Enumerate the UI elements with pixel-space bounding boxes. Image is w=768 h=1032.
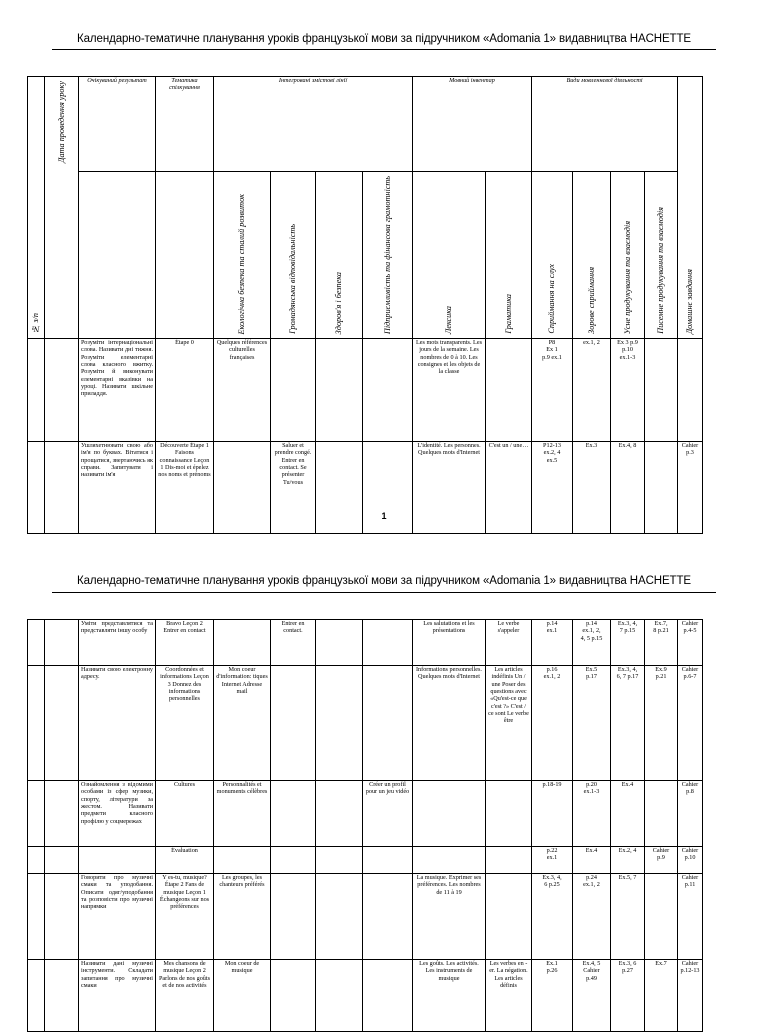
col-result: Очікуваний результат (79, 77, 156, 172)
cell-ecology: Mon coeur d'information: tiques Internet Adresse mail (214, 666, 271, 781)
table-row (28, 960, 703, 1032)
cell-health (316, 781, 363, 847)
cell-num (28, 339, 45, 442)
cell-speaking: Ex.3, 4, 6, 7 p.17 (611, 666, 645, 781)
cell-num (28, 620, 45, 666)
cell-reading: p.20 ex.1-3 (573, 781, 611, 847)
cell-writing: Cahier p.9 (645, 847, 678, 874)
cell-result (79, 847, 156, 874)
cell-listening: Ex.1 p.26 (532, 960, 573, 1032)
cell-result: Розуміти інтернаціональні слова. Називати дні тижня. Розуміти елементарні слова класного вжитку. Розуміти й виконувати елементарні вказівки на уроці. Називати шкільне приладдя. (79, 339, 156, 442)
cell-listening: p.22 ex.1 (532, 847, 573, 874)
cell-enterprise (363, 620, 413, 666)
cell-homework: Cahier p.11 (678, 874, 703, 960)
cell-homework: Cahier p.3 (678, 442, 703, 534)
col-date: Дата проведення уроку (45, 77, 79, 339)
cell-enterprise (363, 960, 413, 1032)
page-header-title: Календарно-тематичне планування уроків французької мови за підручником «Adomania 1» видавництва HACHETTE (77, 575, 691, 587)
cell-grammar: Les articles indéfinis Un / une Poser des questions avec «Qu'est-ce que c'est ?» C'est / ce sont Le verbe être (486, 666, 532, 781)
cell-health (316, 339, 363, 442)
cell-topic: Étape 0 (156, 339, 214, 442)
header-rule (52, 592, 716, 593)
cell-lexis (413, 781, 486, 847)
cell-result: Ознайомлення з відомими особами із сфер музики, спорту, літератури за жестом. Називати предмети класного профілю у соцмережах (79, 781, 156, 847)
cell-health (316, 847, 363, 874)
table-row (28, 847, 703, 874)
cell-lexis: La musique. Exprimer ses préférences. Les nombres de 11 à 19 (413, 874, 486, 960)
col-activities: Види мовленнєвої діяльності (532, 77, 678, 172)
col-homework: Домашнє завдання (678, 77, 703, 339)
cell-lexis: Les goûts. Les activités. Les instruments de musique (413, 960, 486, 1032)
table-row (28, 620, 703, 666)
cell-civic (271, 847, 316, 874)
cell-speaking: Ex.3, 4, 7 p.15 (611, 620, 645, 666)
subcol-reading: Зорове сприймання (573, 172, 611, 339)
cell-topic: Bravo Leçon 2 Entrer en contact (156, 620, 214, 666)
subcol-civic: Громадянська відповідальність (271, 172, 316, 339)
col-topic: Тематика спілкування (156, 77, 214, 172)
cell-speaking: Ex.4 (611, 781, 645, 847)
cell-writing (645, 339, 678, 442)
cell-result: Уміти представлятися та представляти іншу особу (79, 620, 156, 666)
cell-date (45, 781, 79, 847)
cell-listening: p.14 ex.1 (532, 620, 573, 666)
cell-writing (645, 781, 678, 847)
cell-grammar (486, 339, 532, 442)
cell-civic (271, 960, 316, 1032)
subcol-health: Здоров'я і безпека (316, 172, 363, 339)
cell-reading: Ex.4 (573, 847, 611, 874)
cell-result: Говорити про музичні смаки та уподобання. Описати одяг/уподобання та розповісти про музичні напрямки (79, 874, 156, 960)
cell-grammar: Les verbes en -er. La négation. Les articles définis (486, 960, 532, 1032)
subcol-speaking: Усне продукування та взаємодія (611, 172, 645, 339)
cell-speaking: Ex.3, 6 p.27 (611, 960, 645, 1032)
cell-topic: Évaluation (156, 847, 214, 874)
cell-health (316, 620, 363, 666)
cell-civic: Saluer et prendre congé. Entrer en contact. Se présenter Tu/vous (271, 442, 316, 534)
cell-num (28, 847, 45, 874)
cell-result: Називати свою електронну адресу. (79, 666, 156, 781)
subcol-grammar: Граматика (486, 172, 532, 339)
cell-ecology: Quelques références culturelles françaises (214, 339, 271, 442)
col-num: № з/п (28, 77, 45, 339)
cell-homework: Cahier p.4-5 (678, 620, 703, 666)
cell-civic (271, 666, 316, 781)
cell-ecology (214, 847, 271, 874)
cell-topic: Découverte Étape 1 Faisons connaissance Leçon 1 Dis-moi et épelez nos noms et prénoms (156, 442, 214, 534)
planning-table-page-1 (27, 76, 703, 534)
cell-ecology: Mon coeur de musique (214, 960, 271, 1032)
cell-health (316, 960, 363, 1032)
cell-reading: Ex.4, 5 Cahier p.49 (573, 960, 611, 1032)
cell-speaking: Ex.4, 8 (611, 442, 645, 534)
cell-enterprise (363, 339, 413, 442)
subcol-writing: Писемне продукування та взаємодія (645, 172, 678, 339)
cell-writing (645, 874, 678, 960)
cell-lexis (413, 847, 486, 874)
cell-writing: Ex.7 (645, 960, 678, 1032)
cell-speaking: Ex.2, 4 (611, 847, 645, 874)
cell-writing: Ex.7, 8 p.21 (645, 620, 678, 666)
cell-num (28, 960, 45, 1032)
cell-enterprise: Créer un profil pour un jeu vidéo (363, 781, 413, 847)
subcol-listening: Сприймання на слух (532, 172, 573, 339)
cell-civic: Entrer en contact. (271, 620, 316, 666)
cell-enterprise (363, 666, 413, 781)
cell-topic: Cultures (156, 781, 214, 847)
page-number: 1 (381, 511, 387, 521)
cell-ecology: Les groupes, les chanteurs préférés (214, 874, 271, 960)
cell-date (45, 874, 79, 960)
cell-reading: p.24 ex.1, 2 (573, 874, 611, 960)
cell-date (45, 620, 79, 666)
cell-speaking: Ex 3 p.9 p.10 ex.1-3 (611, 339, 645, 442)
cell-civic (271, 781, 316, 847)
cell-listening: p.18-19 (532, 781, 573, 847)
cell-lexis: Les salutations et les présentations (413, 620, 486, 666)
subcol-ecology: Екологічна безпека та сталий розвиток (214, 172, 271, 339)
cell-health (316, 874, 363, 960)
cell-num (28, 781, 45, 847)
col-integrated: Інтегровані змістові лінії (214, 77, 413, 172)
cell-date (45, 960, 79, 1032)
table-row (28, 666, 703, 781)
cell-civic (271, 874, 316, 960)
subcol-enterprise: Підприємливість та фінансова грамотність (363, 172, 413, 339)
cell-homework (678, 339, 703, 442)
table-row (28, 874, 703, 960)
cell-health (316, 666, 363, 781)
cell-listening: Ex.3, 4, 6 p.25 (532, 874, 573, 960)
cell-listening: p.16 ex.1, 2 (532, 666, 573, 781)
cell-lexis: L'identité. Les personnes. Quelques mots d'Internet (413, 442, 486, 534)
cell-num (28, 874, 45, 960)
cell-reading: ex.1, 2 (573, 339, 611, 442)
col-language: Мовний інвентар (413, 77, 532, 172)
cell-homework: Cahier p.8 (678, 781, 703, 847)
header-rule (52, 49, 716, 50)
cell-date (45, 666, 79, 781)
cell-writing: Ex.9 p.21 (645, 666, 678, 781)
subcol-lexis: Лексика (413, 172, 486, 339)
col-result-sub (79, 172, 156, 339)
cell-num (28, 666, 45, 781)
cell-reading: Ex.5 p.17 (573, 666, 611, 781)
cell-date (45, 339, 79, 442)
cell-grammar: C'est un / une… (486, 442, 532, 534)
col-topic-sub (156, 172, 214, 339)
cell-grammar (486, 847, 532, 874)
cell-speaking: Ex.5, 7 (611, 874, 645, 960)
cell-homework: Cahier p.10 (678, 847, 703, 874)
cell-homework: Cahier p.12-13 (678, 960, 703, 1032)
cell-topic: Coordonnées et informations Leçon 3 Donnez des informations personnelles (156, 666, 214, 781)
cell-date (45, 847, 79, 874)
cell-reading: Ex.3 (573, 442, 611, 534)
cell-grammar (486, 874, 532, 960)
cell-enterprise (363, 874, 413, 960)
cell-listening: P12-13 ex.2, 4 ex.5 (532, 442, 573, 534)
table-row (28, 339, 703, 442)
cell-result: Називати дані музичні інструменти. Складати запитання про музичні смаки (79, 960, 156, 1032)
cell-ecology (214, 620, 271, 666)
cell-listening: P8 Ex 1 p.9 ex.1 (532, 339, 573, 442)
cell-result: Ушляхетнювати свою або ім'я по буквах. Вітатися і прощатися, звертаючись як справи. Запитувати і називати ім'я (79, 442, 156, 534)
cell-civic (271, 339, 316, 442)
cell-lexis: Les mots transparents. Les jours de la semaine. Les nombres de 0 à 10. Les consignes et les objets de la classe (413, 339, 486, 442)
cell-topic: Mes chansons de musique Leçon 2 Parlons de nos goûts et de nos activités (156, 960, 214, 1032)
cell-homework: Cahier p.6-7 (678, 666, 703, 781)
page-header-title: Календарно-тематичне планування уроків французької мови за підручником «Adomania 1» видавництва HACHETTE (77, 33, 691, 45)
cell-topic: Y es-tu, musique? Étape 2 Fans de musique Leçon 1 Échangeons sur nos préférences (156, 874, 214, 960)
planning-table-page-2 (27, 619, 703, 1032)
cell-ecology: Personnalités et monuments célèbres (214, 781, 271, 847)
cell-reading: p.14 ex.1, 2, 4, 5 p.15 (573, 620, 611, 666)
cell-lexis: Informations personnelles. Quelques mots d'Internet (413, 666, 486, 781)
cell-enterprise (363, 847, 413, 874)
cell-grammar (486, 781, 532, 847)
table-row (28, 781, 703, 847)
cell-grammar: Le verbe s'appeler (486, 620, 532, 666)
